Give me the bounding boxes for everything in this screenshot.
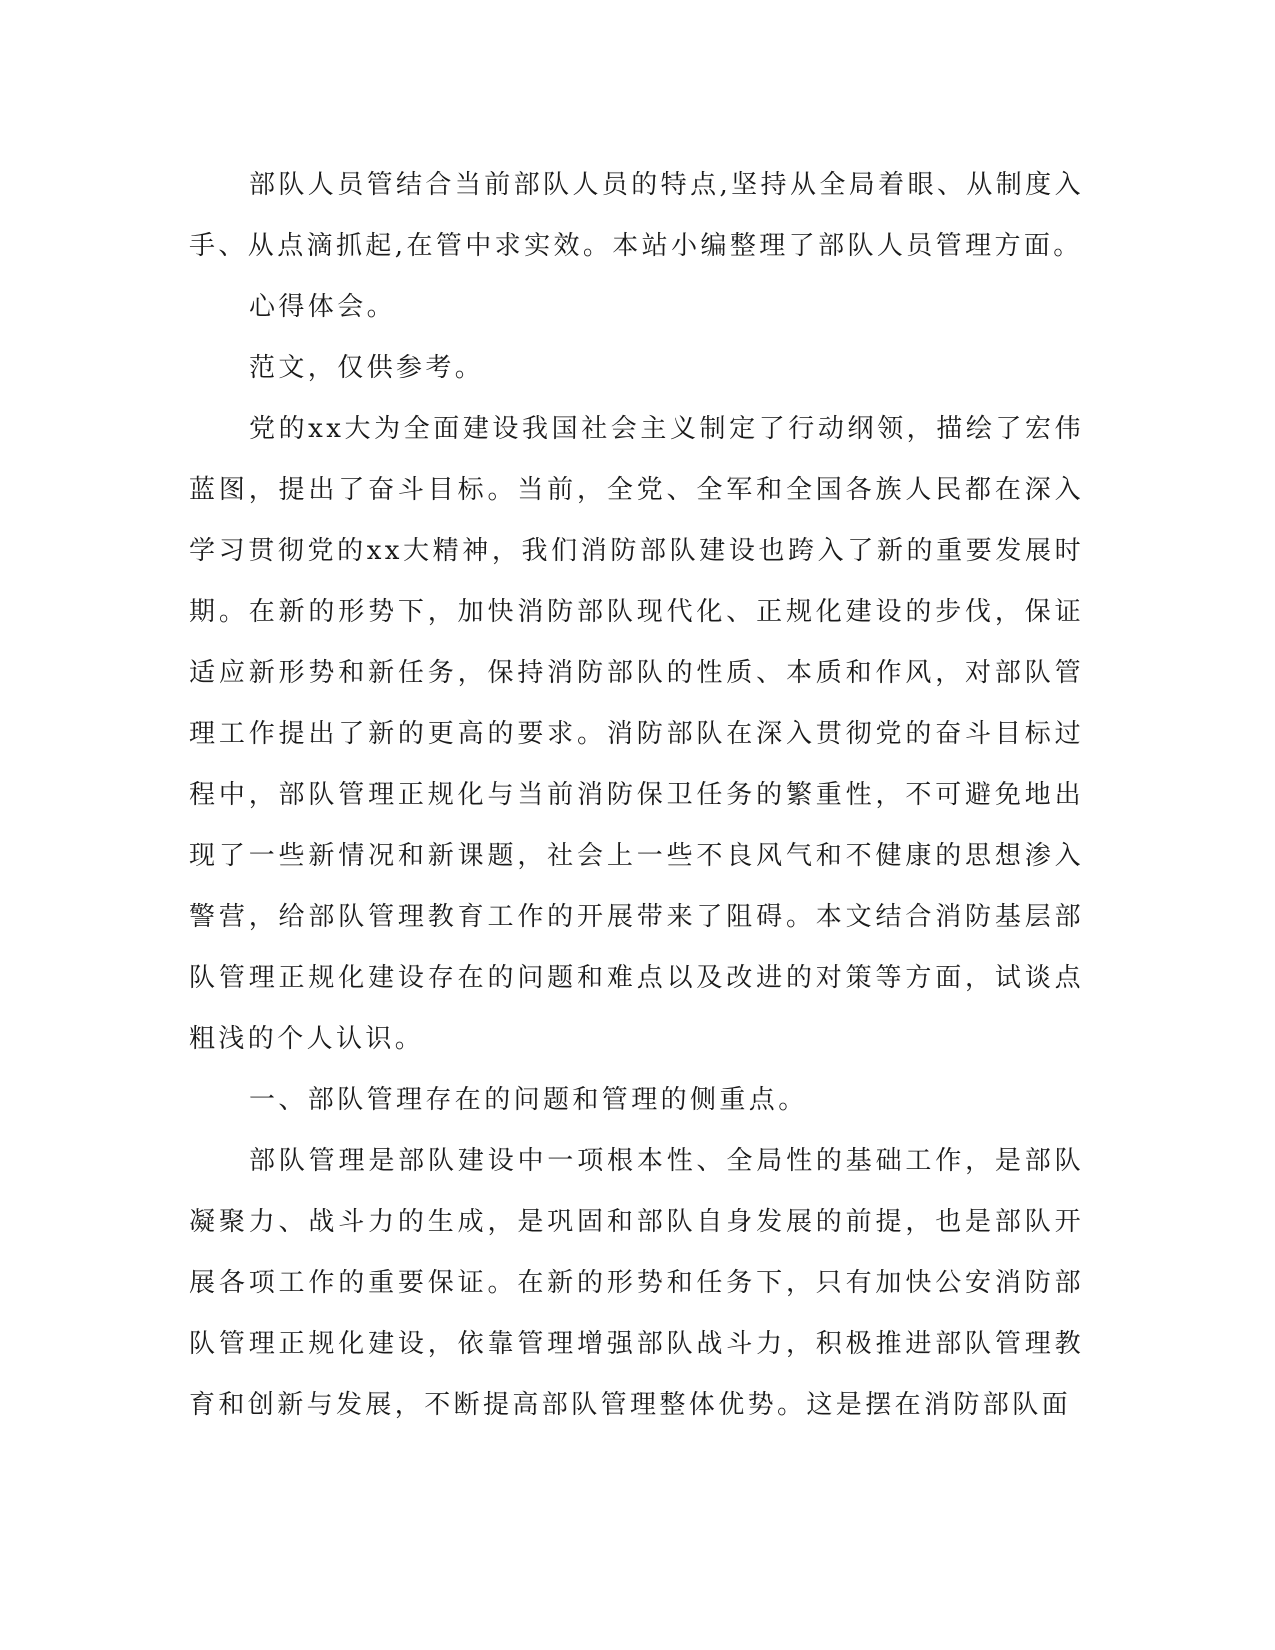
paragraph-intro: 部队人员管结合当前部队人员的特点,坚持从全局着眼、从制度入手、从点滴抓起,在管中求实效。本站小编整理了部队人员管理方面。	[189, 170, 1084, 261]
section-heading-1: 一、部队管理存在的问题和管理的侧重点。	[249, 1085, 808, 1115]
paragraph-background: 党的xx大为全面建设我国社会主义制定了行动纲领，描绘了宏伟蓝图，提出了奋斗目标。当前，全党、全军和全国各族人民都在深入学习贯彻党的xx大精神，我们消防部队建设也跨入了新的重要发展时期。在新的形势下，加快消防部队现代化、正规化建设的步伐，保证适应新形势和新任务，保持消防部队的性质、本质和作风，对部队管理工作提出了新的更高的要求。消防部队在深入贯彻党的奋斗目标过程中，部队管理正规化与当前消防保卫任务的繁重性，不可避免地出现了一些新情况和新课题，社会上一些不良风气和不健康的思想渗入警营，给部队管理教育工作的开展带来了阻碍。本文结合消防基层部队管理正规化建设存在的问题和难点以及改进的对策等方面，试谈点粗浅的个人认识。	[189, 414, 1084, 1054]
paragraph-management: 部队管理是部队建设中一项根本性、全局性的基础工作，是部队凝聚力、战斗力的生成，是巩固和部队自身发展的前提，也是部队开展各项工作的重要保证。在新的形势和任务下，只有加快公安消防部队管理正规化建设，依靠管理增强部队战斗力，积极推进部队管理教育和创新与发展，不断提高部队管理整体优势。这是摆在消防部队面	[189, 1146, 1084, 1420]
paragraph-experience: 心得体会。	[249, 292, 397, 322]
paragraph-reference: 范文，仅供参考。	[249, 353, 485, 383]
document-body	[189, 155, 1084, 1436]
